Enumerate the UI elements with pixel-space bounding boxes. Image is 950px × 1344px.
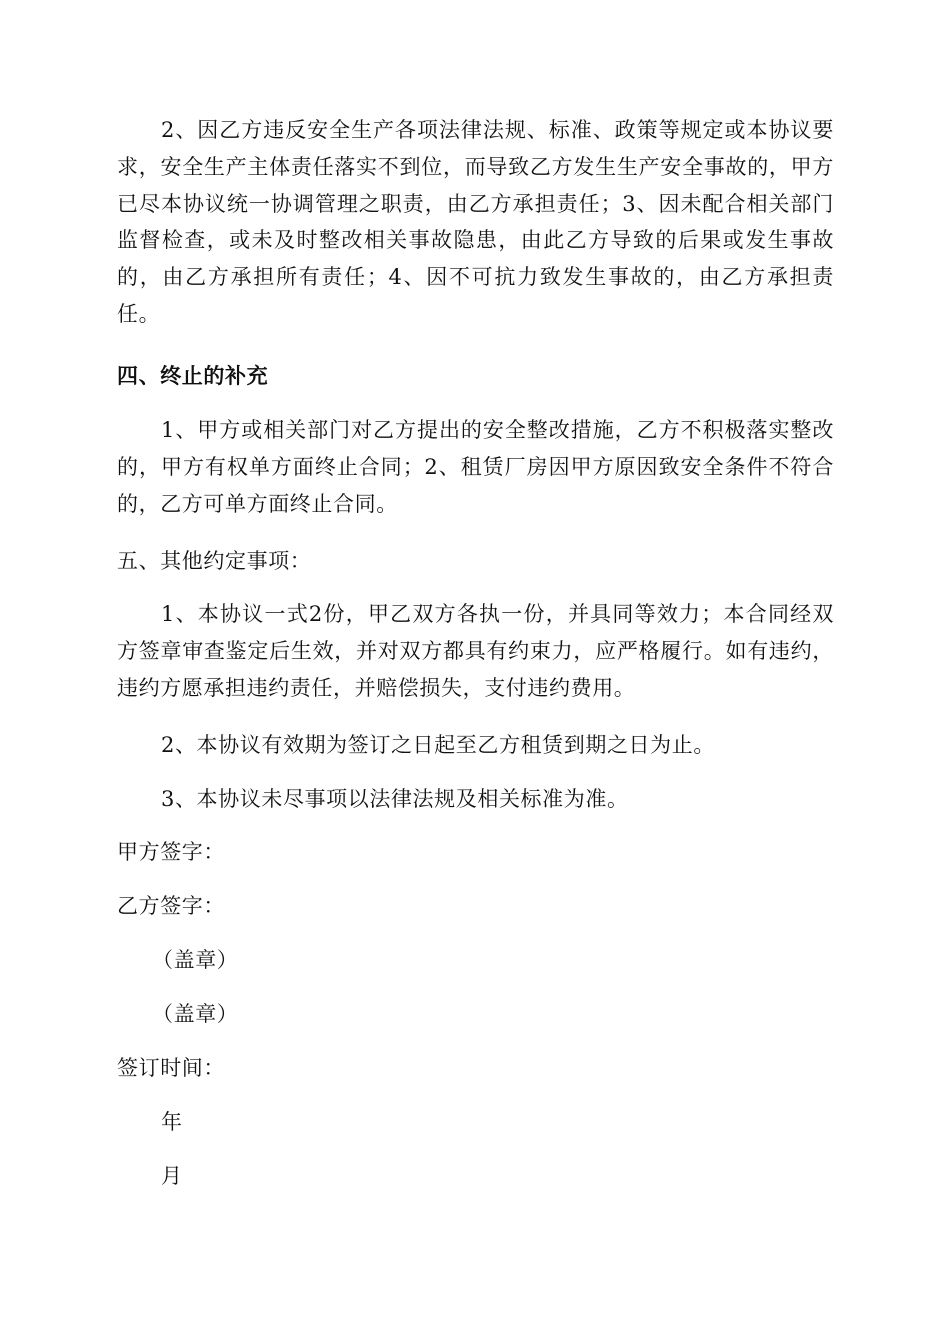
section5-item-3: 3、本协议未尽事项以法律法规及相关标准为准。 — [161, 787, 629, 811]
section5-item-1: 1、本协议一式2份，甲乙双方各执一份，并具同等效力；本合同经双方签章审查鉴定后生效，并对双方都具有约束力，应严格履行。如有违约，违约方愿承担违约责任，并赔偿损失，支付违约费用。 — [117, 602, 834, 700]
signing-date-label: 签订时间： — [117, 1056, 225, 1080]
date-month-label: 月 — [161, 1164, 183, 1188]
seal-label-1: （盖章） — [152, 948, 239, 972]
party-b-signature-label: 乙方签字： — [117, 894, 225, 918]
section5-item-2: 2、本协议有效期为签订之日起至乙方租赁到期之日为止。 — [161, 733, 715, 757]
date-year-label: 年 — [161, 1110, 183, 1134]
section4-paragraph-1: 1、甲方或相关部门对乙方提出的安全整改措施，乙方不积极落实整改的，甲方有权单方面终止合同；2、租赁厂房因甲方原因致安全条件不符合的，乙方可单方面终止合同。 — [117, 418, 834, 516]
section5-heading: 五、其他约定事项： — [117, 549, 312, 573]
seal-label-2: （盖章） — [152, 1002, 239, 1026]
party-a-signature-label: 甲方签字： — [117, 840, 225, 864]
section4-heading: 四、终止的补充 — [117, 364, 269, 388]
section3-paragraph-2: 2、因乙方违反安全生产各项法律法规、标准、政策等规定或本协议要求，安全生产主体责任落实不到位，而导致乙方发生生产安全事故的，甲方已尽本协议统一协调管理之职责，由乙方承担责任；3、因未配合相关部门监督检查，或未及时整改相关事故隐患，由此乙方导致的后果或发生事故的，由乙方承担所有责任；4、因不可抗力致发生事故的，由乙方承担责任。 — [117, 118, 834, 326]
